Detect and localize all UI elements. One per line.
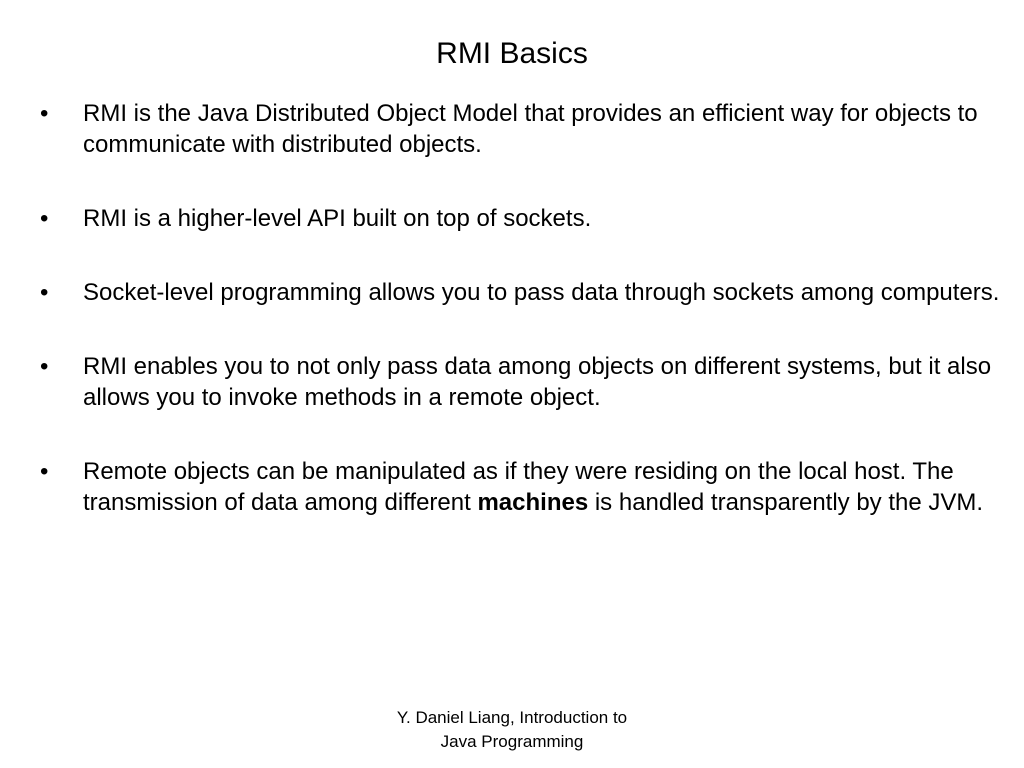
- bullet-text-part: is handled transparently by the JVM.: [588, 489, 984, 516]
- bullet-text: Socket-level programming allows you to pass data through sockets among computers.: [83, 279, 1000, 306]
- bullet-dot-icon: •: [40, 100, 49, 127]
- bullet-list: [40, 98, 1000, 561]
- slide-title: RMI Basics: [436, 37, 588, 70]
- bullet-text: RMI is the Java Distributed Object Model that provides an efficient way for objects to communicate with distributed objects.: [83, 100, 978, 158]
- bullet-item: [40, 351, 1000, 413]
- bullet-item: [40, 456, 1000, 518]
- slide-footer: [362, 706, 662, 754]
- bullet-text-part: Remote objects can be manipulated as if they were residing on the local host. The transmission of data among different: [83, 458, 954, 516]
- bullet-item: [40, 277, 1000, 308]
- footer-line-2: Java Programming: [440, 732, 584, 751]
- bullet-dot-icon: •: [40, 205, 49, 232]
- bullet-item: [40, 203, 1000, 234]
- bullet-bold-text: machines: [477, 489, 589, 516]
- bullet-text: RMI is a higher-level API built on top of sockets.: [83, 205, 592, 232]
- bullet-text: [83, 458, 983, 516]
- bullet-text: RMI enables you to not only pass data among objects on different systems, but it also allows you to invoke methods in a remote object.: [83, 353, 992, 411]
- bullet-item: [40, 98, 1000, 160]
- bullet-dot-icon: •: [40, 353, 49, 380]
- footer-line-1: Y. Daniel Liang, Introduction to: [396, 708, 628, 727]
- bullet-dot-icon: •: [40, 279, 49, 306]
- bullet-dot-icon: •: [40, 458, 49, 485]
